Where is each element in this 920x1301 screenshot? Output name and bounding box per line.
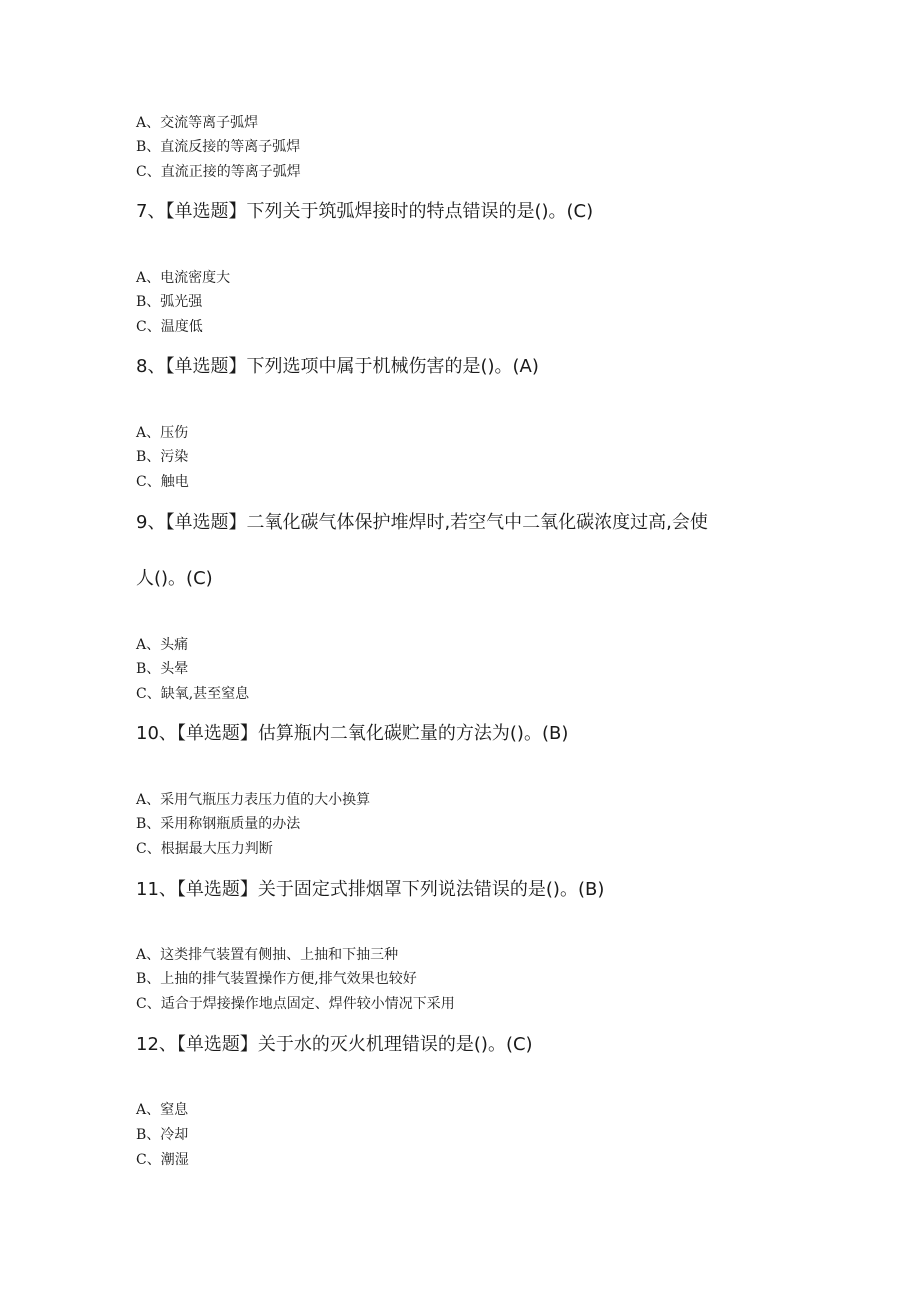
question-8-option-c: C、触电	[136, 474, 189, 490]
option-a: A、交流等离子弧焊	[136, 115, 259, 131]
question-7-option-a: A、电流密度大	[136, 270, 231, 286]
question-11-option-b: B、上抽的排气装置操作方便,排气效果也较好	[136, 971, 417, 987]
question-8-option-b: B、污染	[136, 449, 189, 465]
question-9-option-b: B、头晕	[136, 661, 189, 677]
question-9-title-line2: 人()。(C)	[136, 568, 213, 589]
question-9-option-a: A、头痛	[136, 637, 189, 653]
question-12-option-c: C、潮湿	[136, 1152, 189, 1168]
option-b: B、直流反接的等离子弧焊	[136, 139, 301, 155]
question-8-title: 8、【单选题】下列选项中属于机械伤害的是()。(A)	[136, 356, 539, 377]
question-10-option-a: A、采用气瓶压力表压力值的大小换算	[136, 792, 371, 808]
option-c: C、直流正接的等离子弧焊	[136, 164, 301, 180]
question-11-title: 11、【单选题】关于固定式排烟罩下列说法错误的是()。(B)	[136, 879, 605, 900]
question-7-title: 7、【单选题】下列关于筑弧焊接时的特点错误的是()。(C)	[136, 201, 594, 222]
question-11-option-c: C、适合于焊接操作地点固定、焊件较小情况下采用	[136, 996, 455, 1012]
question-11-option-a: A、这类排气装置有侧抽、上抽和下抽三种	[136, 947, 399, 963]
question-12-option-b: B、冷却	[136, 1127, 189, 1143]
question-10-option-c: C、根据最大压力判断	[136, 841, 273, 857]
question-7-option-c: C、温度低	[136, 319, 203, 335]
question-12-title: 12、【单选题】关于水的灭火机理错误的是()。(C)	[136, 1034, 533, 1055]
question-9-title-line1: 9、【单选题】二氧化碳气体保护堆焊时,若空气中二氧化碳浓度过高,会使	[136, 512, 708, 533]
question-9-option-c: C、缺氧,甚至窒息	[136, 686, 250, 702]
question-10-title: 10、【单选题】估算瓶内二氧化碳贮量的方法为()。(B)	[136, 723, 569, 744]
question-7-option-b: B、弧光强	[136, 294, 203, 310]
question-12-option-a: A、窒息	[136, 1102, 189, 1118]
question-8-option-a: A、压伤	[136, 425, 189, 441]
question-10-option-b: B、采用称钢瓶质量的办法	[136, 816, 301, 832]
